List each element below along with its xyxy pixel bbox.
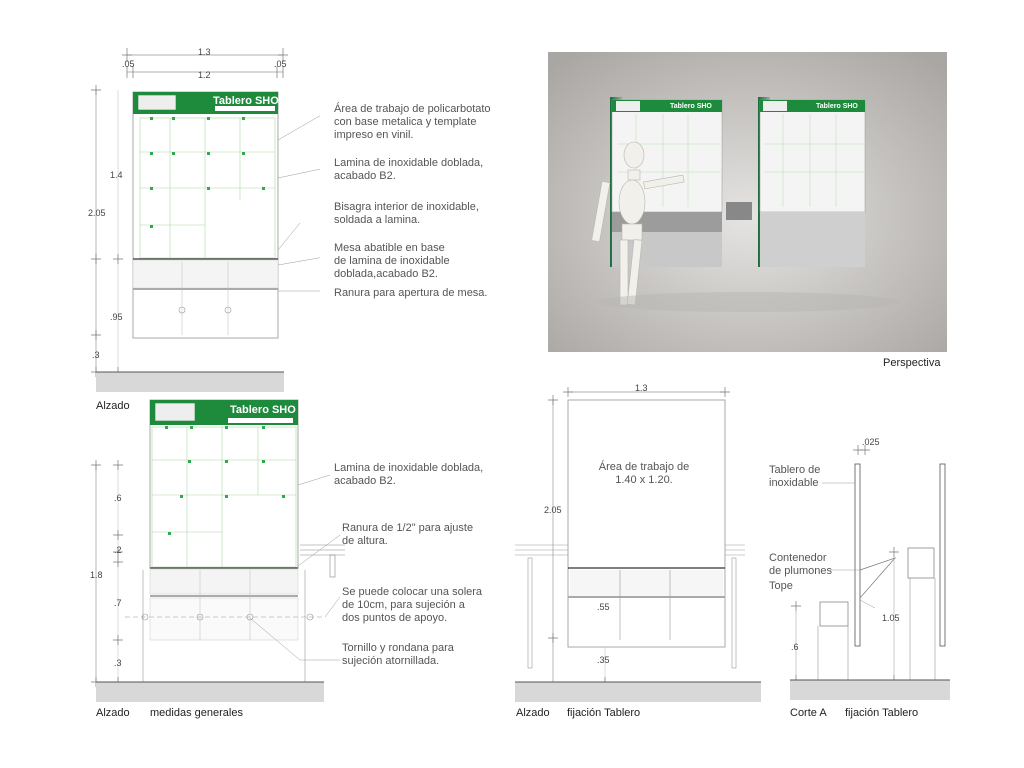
note-slot: Ranura para apertura de mesa. (334, 287, 488, 299)
dim-elev3-width: 1.3 (635, 383, 648, 393)
dim-left-margin: .05 (122, 59, 135, 69)
dim-floor-height: .3 (92, 350, 100, 360)
caption-perspective: Perspectiva (883, 357, 941, 369)
dim-section-thickness: .025 (862, 437, 880, 447)
dim-base-height: .95 (110, 312, 123, 322)
dim-elev3-d2: .35 (597, 655, 610, 665)
dim-elev2-d3: 1.8 (90, 570, 103, 580)
note-elev2-screw: Tornillo y rondana para sujeción atornillada. (342, 642, 454, 667)
label-tope: Tope (769, 580, 793, 592)
dim-elev2-d1: .6 (114, 493, 122, 503)
note-work-area: Área de trabajo de policarbotato con base metalica y template impreso en vinil. (334, 103, 491, 141)
board-title-1: Tablero SHO (213, 95, 279, 107)
caption-elevation-3: Alzado (516, 707, 550, 719)
dim-elev2-d2: .2 (114, 545, 122, 555)
note-hinge: Bisagra interior de inoxidable, soldada a lamina. (334, 201, 479, 226)
dim-elev3-height: 2.05 (544, 505, 562, 515)
dim-board-height: 1.4 (110, 170, 123, 180)
dim-elev2-d5: .3 (114, 658, 122, 668)
dim-elev2-d4: .7 (114, 598, 122, 608)
caption-section-sub: fijación Tablero (845, 707, 919, 719)
dim-section-h1: 1.05 (882, 613, 900, 623)
caption-elevation-1: Alzado (96, 400, 130, 412)
caption-elevation-2: Alzado (96, 707, 130, 719)
perspective-image (548, 52, 947, 352)
elev3-area-text: Área de trabajo de 1.40 x 1.20. (598, 461, 690, 486)
dim-elev3-d1: .55 (597, 602, 610, 612)
note-elev2-steel: Lamina de inoxidable doblada, acabado B2. (334, 462, 484, 487)
board-title-2: Tablero SHO (230, 404, 296, 416)
dim-top-total: 1.3 (198, 47, 211, 57)
svg-text:Tablero SHO: Tablero SHO (670, 103, 712, 110)
label-tablero: Tablero de inoxidable (769, 464, 821, 489)
note-steel-sheet: Lamina de inoxidable doblada, acabado B2. (334, 157, 484, 182)
caption-elevation-3-sub: fijación Tablero (567, 707, 641, 719)
dim-section-h2: .6 (791, 642, 799, 652)
label-contenedor: Contenedor de plumones (769, 552, 832, 577)
note-elev2-bar: Se puede colocar una solera de 10cm, para sujeción a dos puntos de apoyo. (342, 586, 483, 624)
note-folding-table: Mesa abatible en base de lamina de inoxidable doblada,acabado B2. (334, 242, 450, 280)
dim-right-margin: .05 (274, 59, 287, 69)
elevation-1-drawing (0, 0, 320, 420)
note-elev2-slot: Ranura de 1/2" para ajuste de altura. (342, 522, 474, 547)
dim-inner-width: 1.2 (198, 70, 211, 80)
caption-section: Corte A (790, 707, 827, 719)
dim-total-height: 2.05 (88, 208, 106, 218)
elevation-3-drawing (510, 380, 770, 710)
svg-text:Tablero SHO: Tablero SHO (816, 103, 858, 110)
caption-elevation-2-sub: medidas generales (150, 707, 243, 719)
